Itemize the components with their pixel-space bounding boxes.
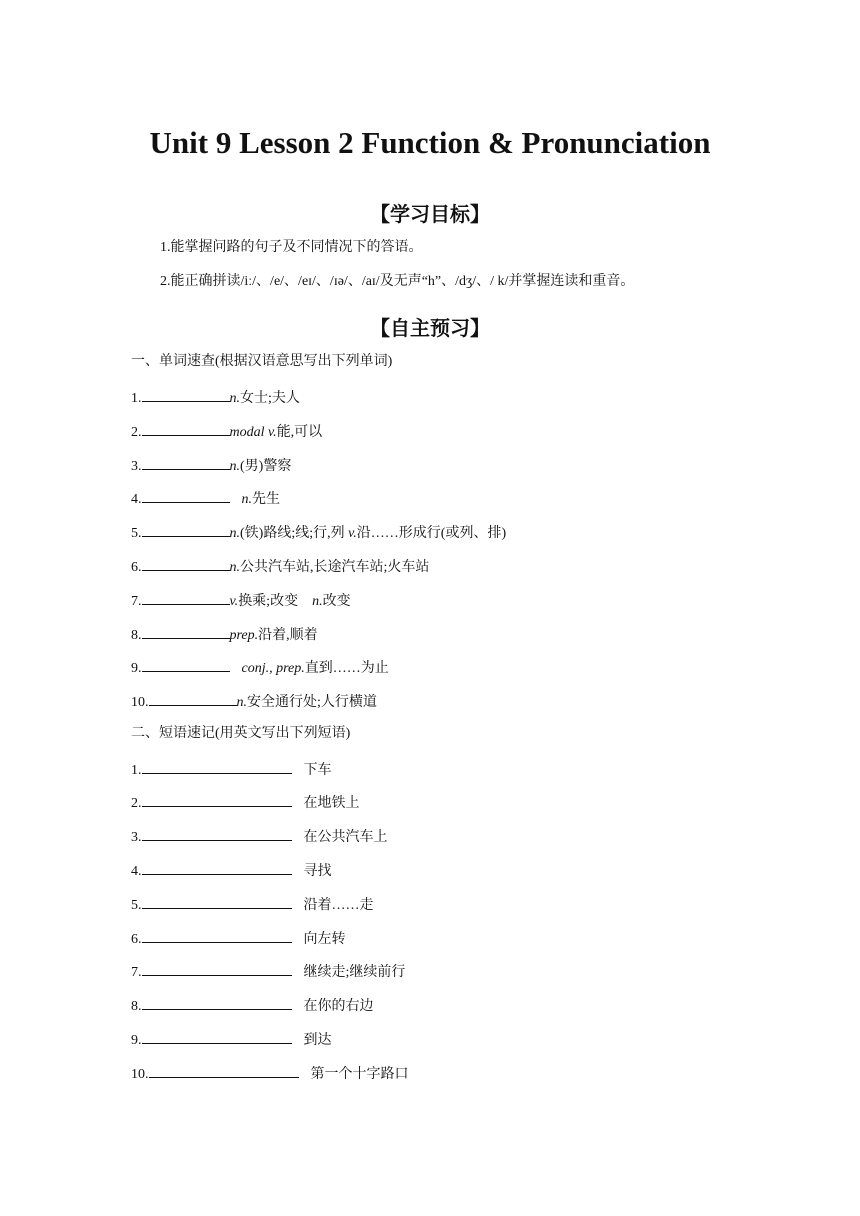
phrase-meaning: 寻找 bbox=[303, 864, 332, 879]
part-of-speech: n. bbox=[229, 526, 240, 541]
vocab-meaning: (男)警察 bbox=[240, 459, 292, 474]
answer-blank[interactable] bbox=[149, 691, 237, 706]
vocab-meaning: 换乘;改变 bbox=[238, 594, 313, 609]
phrase-number: 3. bbox=[131, 830, 142, 845]
answer-blank[interactable] bbox=[142, 961, 292, 976]
phrases-section-heading: 二、短语速记(用英文写出下列短语) bbox=[131, 726, 351, 741]
phrase-number: 4. bbox=[131, 864, 142, 879]
vocab-meaning: 改变 bbox=[322, 594, 351, 609]
phrase-meaning: 在你的右边 bbox=[303, 999, 374, 1014]
phrase-meaning: 下车 bbox=[303, 763, 332, 778]
answer-blank[interactable] bbox=[142, 455, 230, 470]
vocab-row bbox=[131, 624, 318, 645]
part-of-speech: modal v. bbox=[229, 425, 277, 440]
phrase-number: 6. bbox=[131, 932, 142, 947]
objective-item: 1.能掌握问路的句子及不同情况下的答语。 bbox=[160, 240, 423, 255]
phrase-row bbox=[131, 826, 388, 847]
part-of-speech: n. bbox=[229, 391, 240, 406]
answer-blank[interactable] bbox=[149, 1063, 299, 1078]
answer-blank[interactable] bbox=[142, 556, 230, 571]
answer-blank[interactable] bbox=[142, 421, 230, 436]
part-of-speech: n. bbox=[236, 695, 247, 710]
objective-item: 2.能正确拼读/iː/、/e/、/eɪ/、/ɪə/、/aɪ/及无声“h”、/dʒ/、/ k/并掌握连读和重音。 bbox=[160, 274, 635, 289]
vocab-row bbox=[131, 421, 322, 442]
vocab-number: 7. bbox=[131, 594, 142, 609]
vocab-meaning: 沿……形成行(或列、排) bbox=[356, 526, 507, 541]
vocab-row bbox=[131, 488, 280, 509]
vocab-number: 3. bbox=[131, 459, 142, 474]
answer-blank[interactable] bbox=[142, 860, 292, 875]
phrase-number: 10. bbox=[131, 1067, 149, 1082]
vocab-meaning: 能,可以 bbox=[276, 425, 323, 440]
phrase-meaning: 在公共汽车上 bbox=[303, 830, 388, 845]
preview-heading: 【自主预习】 bbox=[370, 316, 490, 340]
phrase-row bbox=[131, 995, 374, 1016]
answer-blank[interactable] bbox=[142, 522, 230, 537]
phrase-number: 7. bbox=[131, 965, 142, 980]
answer-blank[interactable] bbox=[142, 759, 292, 774]
vocab-row bbox=[131, 455, 291, 476]
phrase-meaning: 向左转 bbox=[303, 932, 346, 947]
phrase-row bbox=[131, 759, 332, 780]
phrase-row bbox=[131, 928, 346, 949]
vocab-meaning: 沿着,顺着 bbox=[258, 628, 318, 643]
phrase-meaning: 在地铁上 bbox=[303, 796, 360, 811]
vocab-row bbox=[131, 522, 506, 543]
page-title: Unit 9 Lesson 2 Function & Pronunciation bbox=[149, 125, 711, 160]
part-of-speech: prep. bbox=[229, 628, 259, 643]
phrase-number: 5. bbox=[131, 898, 142, 913]
phrase-meaning: 到达 bbox=[303, 1033, 332, 1048]
part-of-speech: conj., prep. bbox=[241, 661, 305, 676]
answer-blank[interactable] bbox=[142, 488, 230, 503]
vocab-number: 10. bbox=[131, 695, 149, 710]
vocab-section-heading: 一、单词速查(根据汉语意思写出下列单词) bbox=[131, 354, 393, 369]
phrase-row bbox=[131, 1063, 409, 1084]
part-of-speech: n. bbox=[312, 594, 323, 609]
answer-blank[interactable] bbox=[142, 928, 292, 943]
vocab-meaning: 直到……为止 bbox=[304, 661, 389, 676]
vocab-row bbox=[131, 691, 377, 712]
vocab-meaning: 安全通行处;人行横道 bbox=[247, 695, 377, 710]
answer-blank[interactable] bbox=[142, 657, 230, 672]
vocab-number: 6. bbox=[131, 560, 142, 575]
vocab-row bbox=[131, 590, 351, 611]
vocab-meaning: 先生 bbox=[252, 492, 280, 507]
phrase-number: 8. bbox=[131, 999, 142, 1014]
answer-blank[interactable] bbox=[142, 894, 292, 909]
phrase-number: 2. bbox=[131, 796, 142, 811]
part-of-speech: v. bbox=[229, 594, 239, 609]
phrase-row bbox=[131, 792, 360, 813]
vocab-row bbox=[131, 657, 389, 678]
vocab-meaning: 公共汽车站,长途汽车站;火车站 bbox=[240, 560, 430, 575]
answer-blank[interactable] bbox=[142, 995, 292, 1010]
answer-blank[interactable] bbox=[142, 624, 230, 639]
phrase-row bbox=[131, 860, 332, 881]
vocab-number: 1. bbox=[131, 391, 142, 406]
phrase-meaning: 沿着……走 bbox=[303, 898, 374, 913]
phrase-row bbox=[131, 894, 374, 915]
part-of-speech: n. bbox=[229, 560, 240, 575]
answer-blank[interactable] bbox=[142, 792, 292, 807]
vocab-number: 9. bbox=[131, 661, 142, 676]
phrase-row bbox=[131, 961, 405, 982]
vocab-row bbox=[131, 556, 429, 577]
answer-blank[interactable] bbox=[142, 387, 230, 402]
phrase-meaning: 第一个十字路口 bbox=[310, 1067, 409, 1082]
vocab-row bbox=[131, 387, 300, 408]
vocab-meaning: (铁)路线;线;行,列 bbox=[240, 526, 349, 541]
vocab-number: 8. bbox=[131, 628, 142, 643]
vocab-meaning: 女士;夫人 bbox=[240, 391, 300, 406]
answer-blank[interactable] bbox=[142, 590, 230, 605]
part-of-speech: n. bbox=[229, 459, 240, 474]
part-of-speech: n. bbox=[241, 492, 252, 507]
objectives-heading: 【学习目标】 bbox=[370, 202, 490, 226]
phrase-row bbox=[131, 1029, 332, 1050]
vocab-number: 4. bbox=[131, 492, 142, 507]
phrase-number: 9. bbox=[131, 1033, 142, 1048]
answer-blank[interactable] bbox=[142, 1029, 292, 1044]
answer-blank[interactable] bbox=[142, 826, 292, 841]
part-of-speech: v. bbox=[348, 526, 357, 541]
vocab-number: 2. bbox=[131, 425, 142, 440]
vocab-number: 5. bbox=[131, 526, 142, 541]
phrase-meaning: 继续走;继续前行 bbox=[303, 965, 406, 980]
phrase-number: 1. bbox=[131, 763, 142, 778]
